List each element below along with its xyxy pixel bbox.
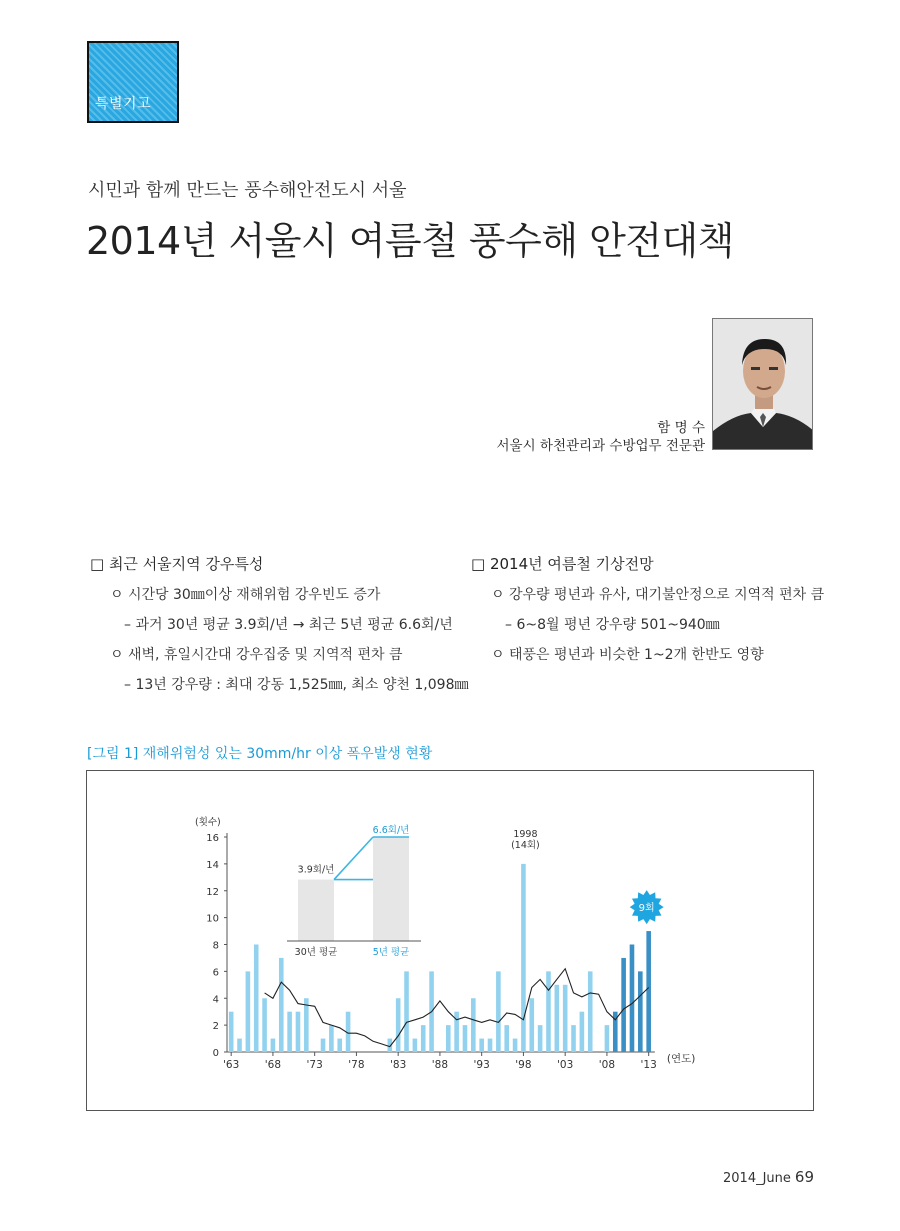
page-number: 69 <box>794 1168 814 1186</box>
inset-bar-30yr <box>298 880 334 941</box>
x-tick-label: '88 <box>431 1059 449 1071</box>
x-tick-label: '03 <box>557 1059 574 1071</box>
bar-2003 <box>563 985 568 1052</box>
left-column-heading: □ 최근 서울지역 강우특성 <box>90 555 264 573</box>
x-tick-label: '13 <box>640 1059 657 1071</box>
bar-1993 <box>479 1039 484 1052</box>
bar-1989 <box>446 1025 451 1052</box>
bar-1991 <box>463 1025 468 1052</box>
inset-category-label: 5년 평균 <box>372 947 410 958</box>
page-footer <box>723 1168 814 1186</box>
bar-1994 <box>488 1039 493 1052</box>
x-tick-label: '98 <box>515 1059 532 1071</box>
bar-1972 <box>304 998 309 1052</box>
author-name: 함 명 수 <box>657 420 705 436</box>
bar-2010 <box>621 958 626 1052</box>
right-subitem: – 6~8월 평년 강우량 501~940㎜ <box>505 617 720 633</box>
bar-2011 <box>630 945 635 1053</box>
bar-2002 <box>555 985 560 1052</box>
x-tick-label: '78 <box>348 1059 365 1071</box>
x-tick-label: '73 <box>306 1059 323 1071</box>
author-info <box>497 419 706 455</box>
bar-2004 <box>571 1025 576 1052</box>
y-axis-title: (횟수) <box>195 817 221 828</box>
x-tick-label: '63 <box>223 1059 240 1071</box>
bar-1995 <box>496 971 501 1052</box>
bar-1997 <box>513 1039 518 1052</box>
right-column-heading: □ 2014년 여름철 기상전망 <box>471 555 654 573</box>
left-column <box>90 553 468 704</box>
bar-1966 <box>254 945 259 1053</box>
y-tick-label: 8 <box>212 940 219 952</box>
bar-1975 <box>329 1025 334 1052</box>
rainfall-chart <box>87 771 813 1110</box>
x-tick-label: '08 <box>598 1059 616 1071</box>
bar-1968 <box>271 1039 276 1052</box>
inset-category-label: 30년 평균 <box>294 947 338 958</box>
author-position: 서울시 하천관리과 수방업무 전문관 <box>496 438 705 454</box>
badge-label: 9회 <box>638 903 655 915</box>
y-tick-label: 10 <box>206 913 219 925</box>
right-item: ㅇ 강우량 평년과 유사, 대기불안정으로 지역적 편차 큼 <box>491 587 825 603</box>
inset-value-label: 3.9회/년 <box>297 864 335 876</box>
bar-1992 <box>471 998 476 1052</box>
peak-annotation-year: 1998 <box>513 828 538 840</box>
bar-1984 <box>404 971 409 1052</box>
bar-2001 <box>546 971 551 1052</box>
inset-value-label: 6.6회/년 <box>372 825 410 836</box>
bar-1969 <box>279 958 284 1052</box>
y-tick-label: 14 <box>206 859 219 871</box>
section-tag <box>87 41 179 123</box>
x-tick-label: '68 <box>264 1059 282 1071</box>
left-item: ㅇ 시간당 30㎜이상 재해위험 강우빈도 증가 <box>110 587 381 603</box>
right-item: ㅇ 태풍은 평년과 비슷한 1~2개 한반도 영향 <box>491 647 764 663</box>
y-tick-label: 4 <box>212 994 219 1006</box>
y-tick-label: 6 <box>212 967 219 979</box>
bar-1986 <box>421 1025 426 1052</box>
section-tag-label: 특별기고 <box>95 96 152 112</box>
peak-annotation-count: (14회) <box>511 839 540 851</box>
x-tick-label: '83 <box>390 1059 407 1071</box>
bar-1998 <box>521 864 526 1052</box>
left-item: ㅇ 새벽, 휴일시간대 강우집중 및 지역적 편차 큼 <box>110 647 403 663</box>
y-tick-label: 0 <box>212 1048 219 1059</box>
bar-2008 <box>605 1025 610 1052</box>
bar-1971 <box>296 1012 301 1052</box>
left-subitem: – 과거 30년 평균 3.9회/년 → 최근 5년 평균 6.6회/년 <box>124 617 453 633</box>
bar-1976 <box>337 1039 342 1052</box>
x-axis-title: (연도) <box>666 1053 696 1065</box>
bar-2005 <box>580 1012 585 1052</box>
bar-1963 <box>229 1012 234 1052</box>
bar-2013 <box>646 931 651 1052</box>
bar-2012 <box>638 971 643 1052</box>
bar-2006 <box>588 971 593 1052</box>
left-subitem: – 13년 강우량 : 최대 강동 1,525㎜, 최소 양천 1,098㎜ <box>124 677 469 693</box>
bar-1964 <box>237 1039 242 1052</box>
bar-1974 <box>321 1039 326 1052</box>
author-photo <box>712 318 813 450</box>
y-tick-label: 16 <box>206 833 219 844</box>
bar-1970 <box>287 1012 292 1052</box>
article-title: 2014년 서울시 여름철 풍수해 안전대책 <box>86 219 734 263</box>
x-tick-label: '93 <box>473 1059 490 1071</box>
footer-issue: 2014_June <box>723 1171 791 1186</box>
bar-1967 <box>262 998 267 1052</box>
bar-1999 <box>529 998 534 1052</box>
bar-1985 <box>413 1039 418 1052</box>
y-tick-label: 12 <box>206 886 219 898</box>
bar-1996 <box>504 1025 509 1052</box>
bar-1983 <box>396 998 401 1052</box>
figure-box <box>86 770 814 1111</box>
inset-bar-5yr <box>373 837 409 941</box>
bar-2000 <box>538 1025 543 1052</box>
bar-1965 <box>246 971 251 1052</box>
right-column <box>471 553 824 674</box>
y-tick-label: 2 <box>212 1021 219 1033</box>
article-subtitle: 시민과 함께 만드는 풍수해안전도시 서울 <box>88 180 407 201</box>
figure-caption: [그림 1] 재해위험성 있는 30mm/hr 이상 폭우발생 현황 <box>87 746 433 762</box>
